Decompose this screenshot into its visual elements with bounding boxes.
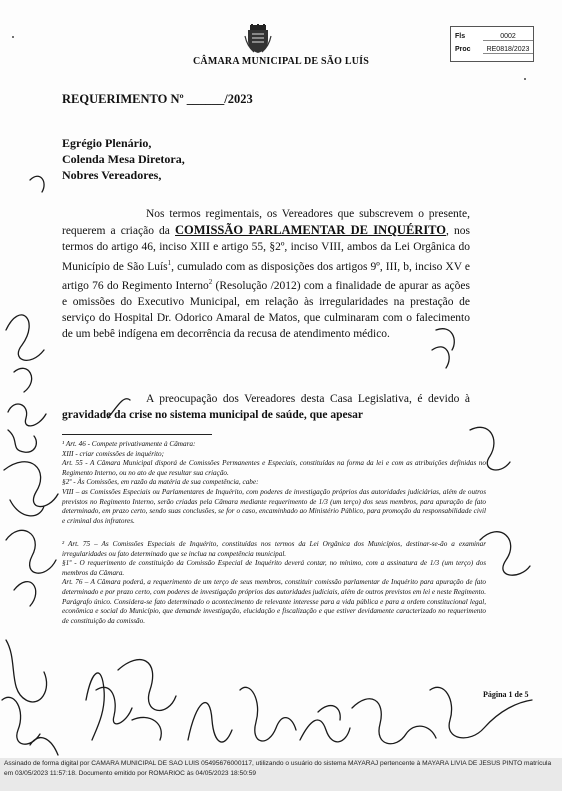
footnote-line: Art. 55 - A Câmara Municipal disporá de Comissões Permanentes e Especiais, constituídas na forma da lei e com as atribuições definidas no Regimento Interno, ou no ato de que resultar sua criação.: [62, 459, 486, 477]
p1-text: , nos termos do artigo 46, inciso XIII e artigo 55, §2º, inciso VIII, ambos da Lei Orgânica do Município de São Luís: [62, 224, 470, 273]
ink-mark: [480, 532, 530, 575]
margin-signature: [8, 430, 36, 452]
fls-value: 0002: [483, 33, 533, 41]
margin-signature: [4, 462, 58, 516]
paragraph-2: [62, 392, 470, 424]
bottom-signature: [300, 706, 350, 742]
coat-of-arms-icon: [244, 24, 272, 54]
footnote-divider: [62, 434, 212, 435]
p2-emphasis: gravidade da crise no sistema municipal de saúde, que apesar: [62, 408, 363, 421]
p1-text: Nos termos regimentais, os Vereadores que subscrevem o presente, requerem a criação da: [62, 208, 470, 237]
proc-value: RE0818/2023: [483, 46, 533, 54]
footnote-line: §2º - Às Comissões, em razão da matéria de sua competência, cabe:: [62, 478, 259, 487]
scan-speck: [524, 78, 526, 80]
p1-text: , cumulado com as disposições dos artigos 9º, III, b, inciso XV e artigo 76 do Regimento Interno: [62, 260, 471, 293]
margin-signature: [30, 738, 58, 755]
document-title: REQUERIMENTO Nº ______/2023: [62, 92, 253, 106]
paragraph-1: [62, 207, 470, 343]
bottom-signature: [352, 699, 436, 744]
digital-signature-banner: Assinado de forma digital por CAMARA MUNICIPAL DE SAO LUIS 05495676000117, utilizando o usuário do sistema MAYARAJ pertencente à MAYARA LIVIA DE JESUS PINTO matrícula em 03/05/2023 11:57:18. Documento emitido por ROMARIOC às 04/05/2023 18:50:59: [0, 758, 562, 791]
footnote-line: Parágrafo único. Considera-se fato determinado o acontecimento de relevante interesse para a vida pública e para a ordem constitucional legal, econômica e social do Município, que demande investigação, elucidação e fiscalização e que estiver devidamente caracterizado no requerimento de constituição da comissão.: [62, 597, 486, 625]
proc-label: Proc: [455, 46, 471, 53]
salutation-line: Nobres Vereadores,: [62, 168, 162, 182]
footnote-line: §1º - O requerimento de constituição da Comissão Especial de Inquérito deverá contar, no mínimo, com a assinatura de 1/3 (um terço) dos membros da Câmara.: [62, 559, 486, 577]
footnote-2: [62, 540, 486, 626]
bottom-signature: [188, 703, 232, 742]
margin-signature: [6, 640, 47, 702]
p1-text: (Resolução /2012) com a finalidade de apurar as ações e omissões do Executivo Municipal, em relação às irregularidades na prestação de serviço do Hospital Dr. Odorico Amaral de Matos, que culminaram com o falecimento de um bebê indígena em decorrência da recusa de atendimento médico.: [62, 280, 470, 340]
page-number: Página 1 de 5: [483, 690, 529, 699]
fls-label: Fls: [455, 33, 466, 40]
margin-signature: [2, 697, 40, 744]
scan-speck: [12, 36, 14, 38]
cpi-emphasis: COMISSÃO PARLAMENTAR DE INQUÉRITO: [175, 222, 447, 237]
footnote-line: ² Art. 75 – As Comissões Especiais de Inquérito, constituídas nos termos da Lei Orgânica dos Municípios, destinar-se-ão a examinar irregularidades ou fato determinado que se inclua na competência municipal.: [62, 540, 486, 558]
salutation-line: Egrégio Plenário,: [62, 136, 152, 150]
institution-name: CÂMARA MUNICIPAL DE SÃO LUÍS: [193, 56, 369, 67]
footnote-ref: 2: [208, 278, 213, 287]
bottom-signature: [118, 660, 176, 740]
footnote-line: VIII – as Comissões Especiais ou Parlamentares de Inquérito, com poderes de investigação próprios das autoridades judiciárias, além de outros previstos no Regimento Interno, serão criadas pela Câmara mediante requerimento de 1/3 (um terço) dos seus membros, para apuração de fato determinado, em prazo certo, sendo suas conclusões, se for o caso, encaminhado ao Ministério Público, para promoção da responsabilidade civil e criminal dos infratores.: [62, 487, 486, 525]
footnote-line: Art. 76 – A Câmara poderá, a requerimento de um terço de seus membros, constituir comissão parlamentar de Inquérito para apuração de fato determinado e por prazo certo, com poderes de investigação próprios das autoridades judiciais, além de outros previstos em lei e neste Regimento.: [62, 578, 486, 596]
salutation-line: Colenda Mesa Diretora,: [62, 152, 185, 166]
footnote-1: [62, 440, 486, 526]
protocol-stamp: [450, 26, 534, 62]
footnote-line: ¹ Art. 46 - Compete privativamente à Câmara:: [62, 440, 196, 448]
margin-signature: [6, 530, 56, 606]
footnote-line: XIII - criar comissões de inquérito;: [62, 449, 165, 458]
margin-signature: [8, 404, 46, 426]
bottom-signature: [240, 687, 296, 741]
footnote-ref: 1: [167, 258, 172, 267]
p2-text: A preocupação dos Vereadores desta Casa Legislativa, é devido à: [146, 393, 470, 405]
ink-mark: [30, 176, 44, 192]
margin-signature: [6, 315, 44, 392]
bottom-signature: [86, 673, 132, 740]
